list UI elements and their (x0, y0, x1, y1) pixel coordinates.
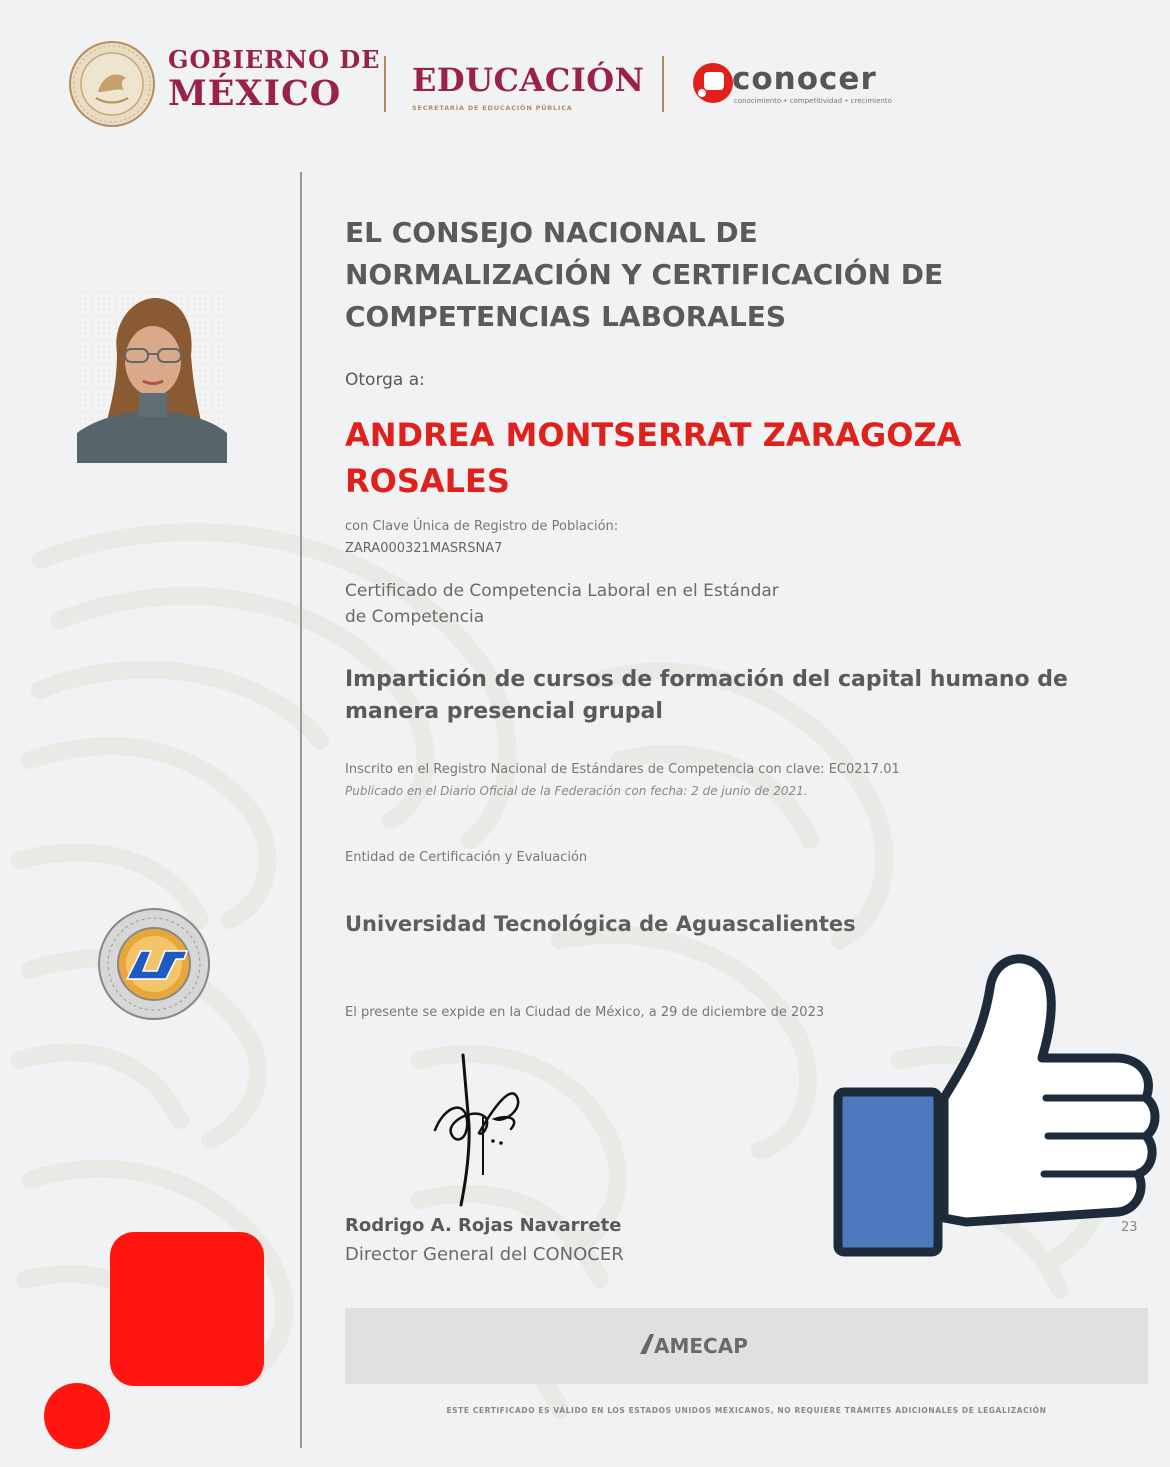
standard-title-line1: Impartición de cursos de formación del capital humano de (345, 667, 1068, 692)
conocer-tagline: conocimiento • competitividad • crecimiento (734, 97, 892, 105)
national-seal-icon (68, 40, 156, 128)
amecap-logo (636, 1328, 766, 1362)
signatory-name: Rodrigo A. Rojas Navarrete (345, 1215, 622, 1236)
legal-notice: ESTE CERTIFICADO ES VÁLIDO EN LOS ESTADOS UNIDOS MEXICANOS, NO REQUIERE TRÁMITES ADICIONALES DE LEGALIZACIÓN (446, 1406, 1047, 1415)
certificate-type-line1: Certificado de Competencia Laboral en el Estándar (345, 581, 779, 601)
header-divider (384, 56, 386, 112)
ut-seal-icon (97, 907, 211, 1021)
certificate-type-line2: de Competencia (345, 607, 485, 627)
conocer-red-dot (44, 1383, 110, 1449)
educacion-subtitle: SECRETARÍA DE EDUCACIÓN PÚBLICA (412, 104, 573, 112)
issue-statement: El presente se expide en la Ciudad de México, a 29 de diciembre de 2023 (345, 1005, 825, 1020)
issuer-line3: COMPETENCIAS LABORALES (345, 300, 787, 333)
entity-name: Universidad Tecnológica de Aguascalientes (345, 912, 856, 936)
holder-photo (77, 283, 227, 463)
gobierno-de-mexico-logo (168, 45, 381, 114)
issuer-line2: NORMALIZACIÓN Y CERTIFICACIÓN DE (345, 258, 944, 291)
curp-value: ZARA000321MASRSNA7 (345, 541, 503, 556)
signatory-title: Director General del CONOCER (345, 1244, 624, 1265)
amecap-text: AMECAP (654, 1334, 748, 1358)
gobierno-line1: GOBIERNO DE (168, 45, 381, 74)
recipient-name-line2: ROSALES (345, 462, 510, 500)
conocer-wordmark: conocer (732, 61, 877, 97)
publication-info: Publicado en el Diario Oficial de la Federación con fecha: 2 de junio de 2021. (345, 784, 808, 798)
certificate-type (345, 578, 779, 630)
standard-title (345, 664, 1068, 728)
issuer-line1: EL CONSEJO NACIONAL DE (345, 216, 758, 249)
entity-label: Entidad de Certificación y Evaluación (345, 850, 588, 865)
signature (425, 1045, 545, 1210)
recipient-name (345, 412, 961, 504)
vertical-divider (300, 172, 302, 1448)
otorga-label: Otorga a: (345, 370, 425, 390)
educacion-logo: EDUCACIÓN (412, 61, 645, 99)
recipient-name-line1: ANDREA MONTSERRAT ZARAGOZA (345, 416, 962, 454)
gobierno-line2: MÉXICO (168, 73, 342, 114)
issuer-name (345, 212, 943, 338)
partial-year-text: 23 (1121, 1220, 1138, 1235)
header-divider (662, 56, 664, 112)
conocer-red-square (110, 1232, 264, 1386)
curp-label: con Clave Única de Registro de Población: (345, 519, 619, 534)
standard-title-line2: manera presencial grupal (345, 699, 663, 724)
thumbs-up-icon (832, 948, 1162, 1260)
registry-info: Inscrito en el Registro Nacional de Estándares de Competencia con clave: EC0217.01 (345, 762, 900, 777)
conocer-logo-icon (692, 62, 734, 104)
